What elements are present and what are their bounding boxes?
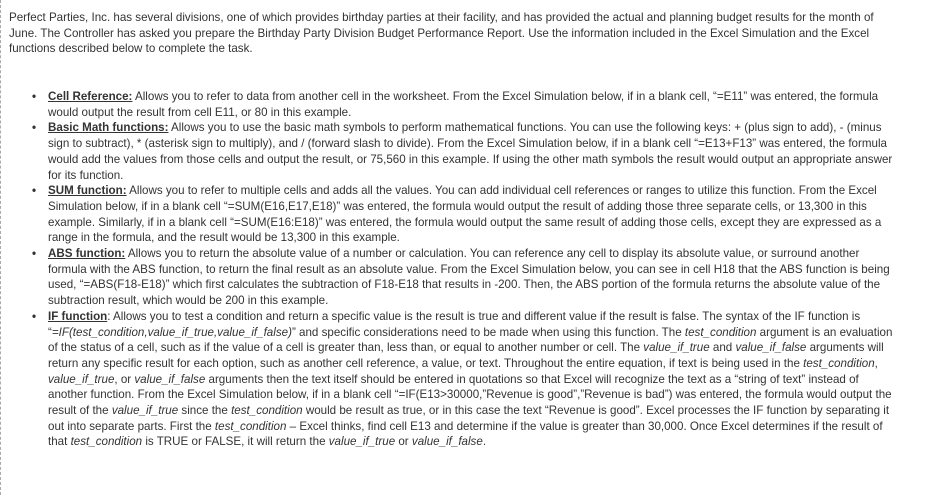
arg-value-if-true: value_if_true	[111, 404, 179, 418]
if-syntax: =IF(test_condition,value_if_true,value_if_false)	[51, 325, 292, 339]
desc-if: : Allows you to test a condition and return a specific value is the result is true and different value if the result is false. The syntax of the IF function is “=IF(test_condition,value_if_true,value_if_false)” and specific considerations need to be made when using this function. The test_condition argument is an evaluation of the status of a cell, such as if the value of a cell is greater than, less than, or equal to another number or cell. The value_if_true and value_if_false arguments will return any specific result for each option, such as another cell reference, a value, or text. Throughout the entire equation, if text is being used in the test_condition, value_if_true, or value_if_false arguments then the text itself should be entered in quotations so that Excel will recognize the text as a “string of text” instead of another function. From the Excel Simulation below, if in a blank cell “=IF(E13>30000,”Revenue is good”,”Revenue is bad”) was entered, the formula would output the result of the value_if_true since the test_condition would be result as true, or in this case the text “Revenue is good”. Excel processes the IF function by separating it out into separate parts. First the test_condition – Excel thinks, find cell E13 and determine if the value is greater than 30,000. Once Excel determines if the result of that test_condition is TRUE or FALSE, it will return the value_if_true or value_if_false.	[48, 309, 893, 449]
intro-text: Perfect Parties, Inc. has several divisions, one of which provides birthday parties at their facility, and has provided the actual and planning budget results for the month of June. The Controller has asked you prepare the Birthday Party Division Budget Performance Report. Use the information included in the Excel Simulation and the Excel functions described below to complete the task.	[9, 11, 874, 56]
term-if: IF function	[48, 309, 108, 323]
arg-test-condition: test_condition	[70, 435, 143, 449]
arg-value-if-false: value_if_false	[735, 341, 807, 355]
list-item-if	[0, 309, 900, 450]
list-item-cell-reference	[0, 89, 900, 120]
list-item-basic-math	[0, 120, 900, 183]
desc-cell-reference: Allows you to refer to data from another cell in the worksheet. From the Excel Simulation below, if in a blank cell, “=E11” was entered, the formula would output the result from cell E11, or 80 in this example.	[48, 90, 879, 119]
bullet-icon: •	[32, 184, 37, 198]
list-item-abs	[0, 246, 900, 309]
arg-test-condition: test_condition	[803, 356, 875, 370]
arg-value-if-false: value_if_false	[411, 435, 483, 449]
function-list	[0, 89, 900, 450]
desc-abs: Allows you to return the absolute value of a number or calculation. You can reference any cell to display its absolute value, or surround another formula with the ABS function, to return the final result as an absolute value. From the Excel Simulation below, you can see in cell H18 that the ABS function is being used, “=ABS(F18-E18)” which first calculates the subtraction of F18-E18 that results in -200. Then, the ABS portion of the formula returns the absolute value of the subtraction result, which would be 200 in this example.	[48, 247, 890, 308]
bullet-icon: •	[32, 247, 37, 261]
term-basic-math: Basic Math functions:	[48, 121, 169, 135]
arg-value-if-true: value_if_true	[48, 372, 115, 386]
term-cell-reference: Cell Reference:	[48, 90, 133, 103]
term-abs: ABS function:	[48, 247, 126, 261]
arg-value-if-false: value_if_false	[134, 372, 206, 386]
bullet-icon: •	[32, 90, 37, 103]
arg-value-if-true: value_if_true	[643, 341, 710, 355]
bullet-icon: •	[32, 121, 37, 135]
list-item-sum	[0, 183, 900, 246]
intro-paragraph	[9, 10, 884, 57]
desc-basic-math: Allows you to use the basic math symbols to perform mathematical functions. You can use the following keys: + (plus sign to add), - (minus sign to subtract), * (asterisk sign to multiply), and / (forward slash to divide). From the Excel Simulation below, if in a blank cell “=E13+F13” was entered, the formula would add the values from those cells and output the result, or 75,560 in this example. If using the other math symbols the result would output an appropriate answer for its function.	[48, 121, 893, 182]
arg-test-condition: test_condition	[231, 404, 303, 418]
arg-test-condition: test_condition	[214, 419, 287, 433]
arg-value-if-true: value_if_true	[328, 435, 396, 449]
desc-sum: Allows you to refer to multiple cells and adds all the values. You can add individual cell references or ranges to utilize this function. From the Excel Simulation below, if in a blank cell “=SUM(E16,E17,E18)” was entered, the formula would output the result of adding those three separate cells, or 13,300 in this example. Similarly, if in a blank cell “=SUM(E16:E18)” was entered, the formula would output the same result of adding those cells, except they are expressed as a range in the formula, and the result would be 13,300 in this example.	[48, 184, 882, 245]
bullet-icon: •	[32, 309, 37, 323]
arg-test-condition: test_condition	[684, 325, 757, 339]
term-sum: SUM function:	[48, 184, 127, 198]
